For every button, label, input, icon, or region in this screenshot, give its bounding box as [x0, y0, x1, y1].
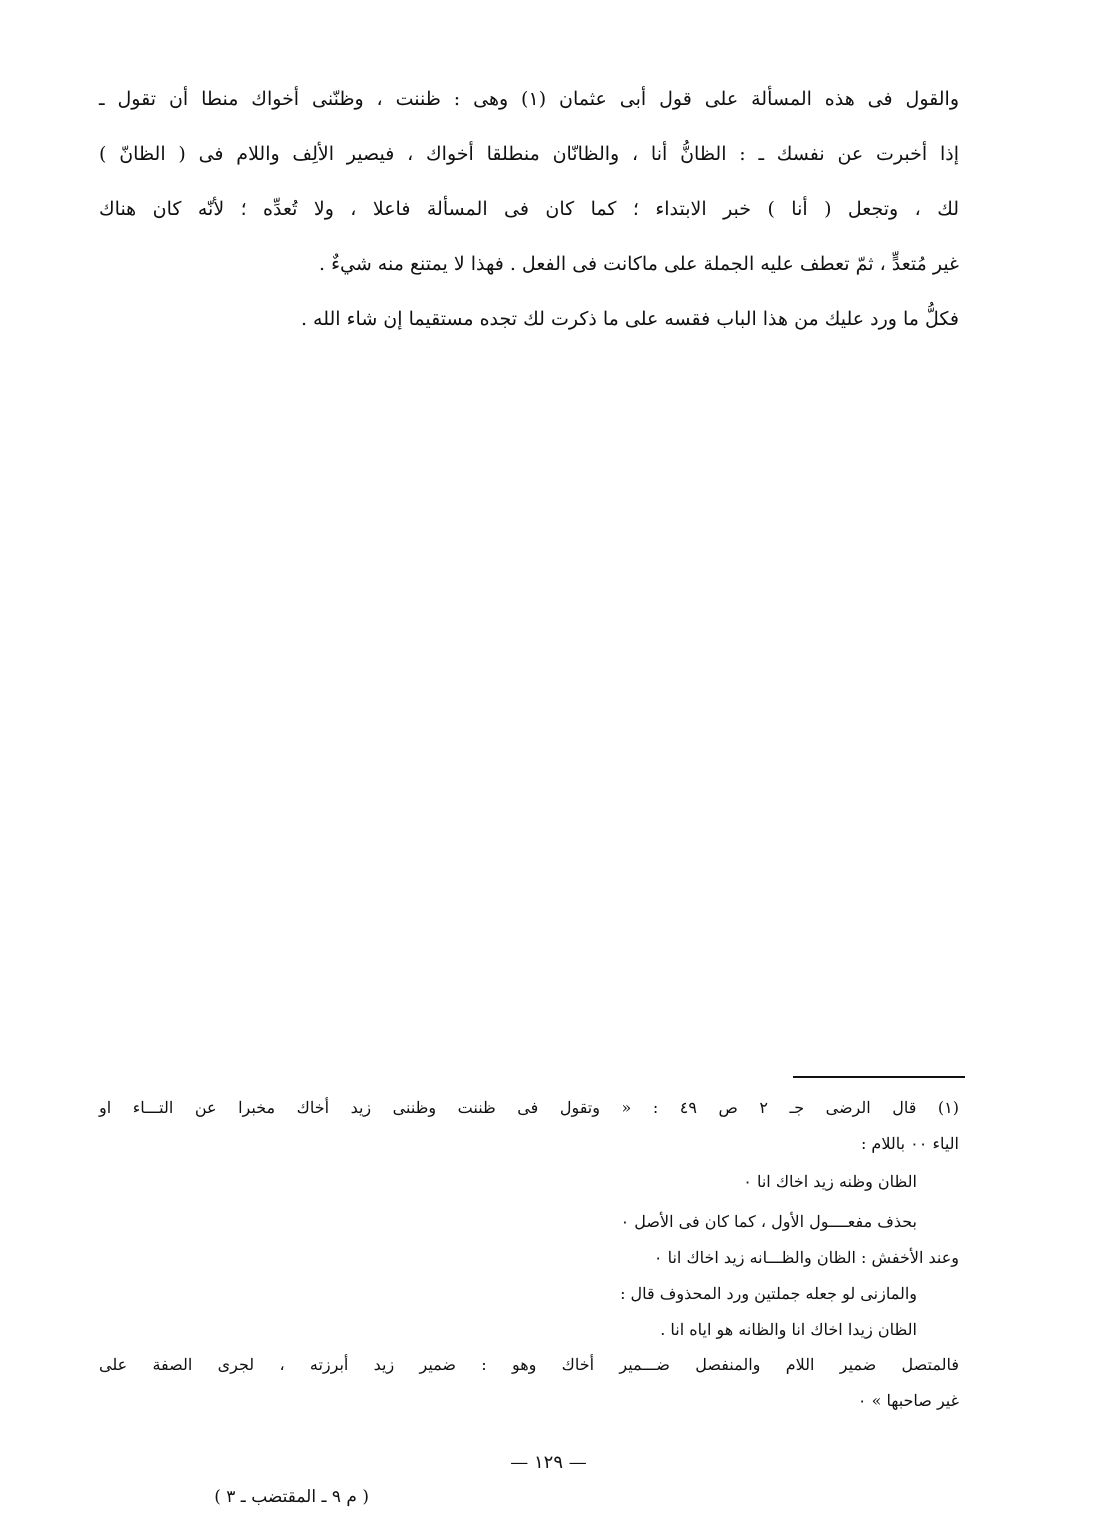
footnote-separator [793, 1076, 965, 1078]
footnote-line-9: غير صاحبها » ٠ [857, 1391, 959, 1410]
body-line-5: فكلُّ ما ورد عليك من هذا الباب فقسه على ما ذكرت لك تجده مستقيما إن شاء الله . [300, 308, 959, 330]
footnote-line-2: الياء ٠٠ باللام : [860, 1134, 959, 1153]
body-line-3: لك ، وتجعل ( أنا ) خبر الابتداء ؛ كما كان فى المسألة فاعلا ، ولا تُعدِّه ؛ لأنّه كان هناك [99, 198, 959, 220]
footnote-line-3: الظان وظنه زيد اخاك انا ٠ [743, 1172, 917, 1191]
page-number: — ١٢٩ — [510, 1452, 587, 1473]
footnote-line-4: بحذف مفعــــول الأول ، كما كان فى الأصل ٠ [620, 1212, 917, 1231]
footnote-line-5: وعند الأخفش : الظان والظـــانه زيد اخاك انا ٠ [653, 1248, 959, 1267]
body-line-1: والقول فى هذه المسألة على قول أبى عثمان (١) وهى : ظننت ، وظنّنى أخواك منطا أن تقول ـ [99, 88, 960, 110]
footnote-line-8: فالمتصل ضمير اللام والمنفصل ضـــمير أخاك وهو : ضمير زيد أبرزته ، لجرى الصفة على [99, 1355, 959, 1374]
footnote-line-6: والمازنى لو جعله جملتين ورد المحذوف قال : [620, 1284, 917, 1303]
footnote-line-1: (١) قال الرضى جـ ٢ ص ٤٩ : « وتقول فى ظننت وظننى زيد أخاك مخبرا عن التـــاء او [99, 1098, 960, 1117]
footnote-line-7: الظان زيدا اخاك انا والظانه هو اياه انا . [660, 1320, 917, 1339]
volume-signature: ( م ٩ ـ المقتضب ـ ٣ ) [214, 1487, 369, 1507]
body-line-4: غير مُتعدٍّ ، ثمّ تعطف عليه الجملة على ماكانت فى الفعل . فهذا لا يمتنع منه شيءٌ . [319, 253, 959, 275]
body-line-2: إذا أخبرت عن نفسك ـ : الظانُّ أنا ، والظانّان منطلقا أخواك ، فيصير الألِف واللام فى ( الظانّ ) [99, 143, 959, 165]
